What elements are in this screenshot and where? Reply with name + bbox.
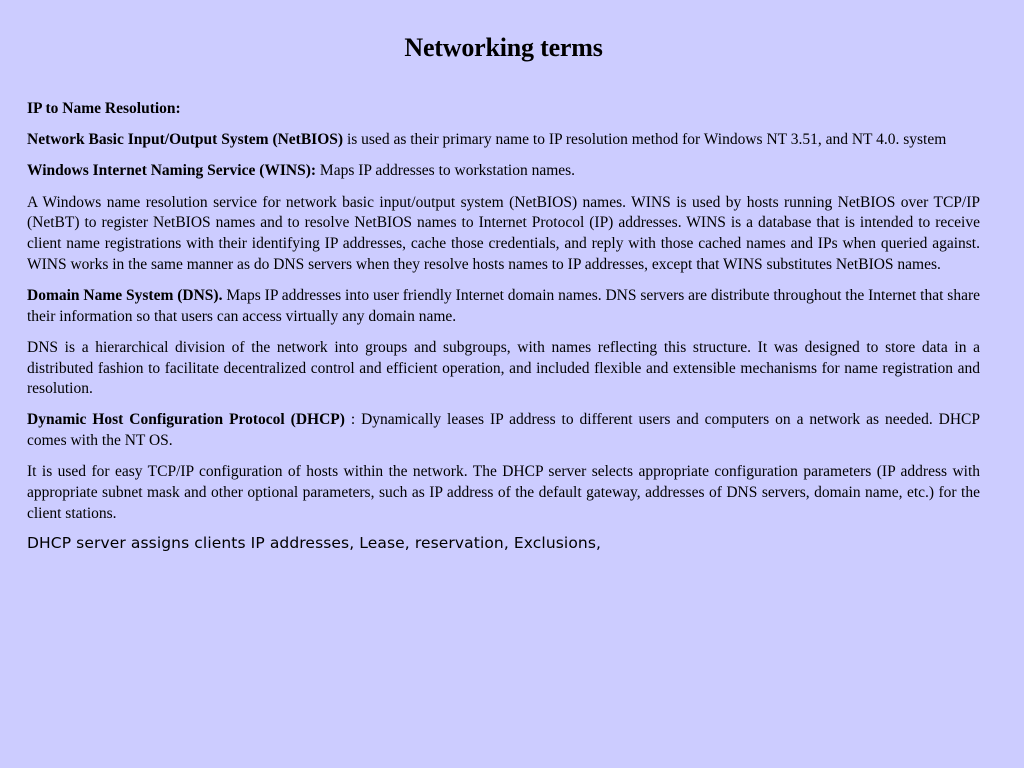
dns-description: DNS is a hierarchical division of the network into groups and subgroups, with names reflecting this structure. It was designed to store data in a distributed fashion to facilitate decentralized control and efficient operation, and included flexible and extensible mechanisms for name registration and resolution. [27, 338, 980, 398]
wins-text: Maps IP addresses to workstation names. [316, 162, 576, 180]
dhcp-description: It is used for easy TCP/IP configuration of hosts within the network. The DHCP server selects appropriate configuration parameters (IP address with appropriate subnet mask and other optional parameters, such as IP address of the default gateway, addresses of DNS servers, domain name, etc.) for the client stations. [27, 463, 980, 522]
slide-content [27, 0, 980, 553]
netbios-paragraph [27, 130, 980, 151]
dhcp-assigns-line: DHCP server assigns clients IP addresses, Lease, reservation, Exclusions, [27, 534, 602, 553]
wins-term: Windows Internet Naming Service (WINS): [27, 162, 317, 180]
dns-paragraph [27, 286, 980, 327]
netbios-text: is used as their primary name to IP resolution method for Windows NT 3.51, and NT 4.0. system [343, 131, 947, 149]
dns-term: Domain Name System (DNS). [27, 286, 223, 304]
netbios-term: Network Basic Input/Output System (NetBIOS) [27, 131, 344, 149]
wins-paragraph [27, 161, 980, 182]
section-heading: IP to Name Resolution: [27, 100, 181, 117]
dhcp-text: : Dynamically leases IP address to different users and computers on a network as needed. DHCP comes with the NT OS. [27, 411, 980, 450]
dns-text: Maps IP addresses into user friendly Internet domain names. DNS servers are distribute throughout the Internet that share their information so that users can access virtually any domain name. [27, 286, 980, 325]
dhcp-paragraph [27, 410, 980, 451]
wins-description: A Windows name resolution service for network basic input/output system (NetBIOS) names. WINS is used by hosts running NetBIOS over TCP/IP (NetBT) to register NetBIOS names and to resolve NetBIOS names to Internet Protocol (IP) addresses. WINS is a database that is intended to receive client name registrations with their identifying IP addresses, cache those credentials, and reply with those cached names and IPs when queried against. WINS works in the same manner as do DNS servers when they resolve hosts names to IP addresses, except that WINS substitutes NetBIOS names. [27, 193, 980, 273]
page-title: Networking terms [404, 33, 603, 62]
dhcp-term: Dynamic Host Configuration Protocol (DHCP) [27, 411, 345, 429]
